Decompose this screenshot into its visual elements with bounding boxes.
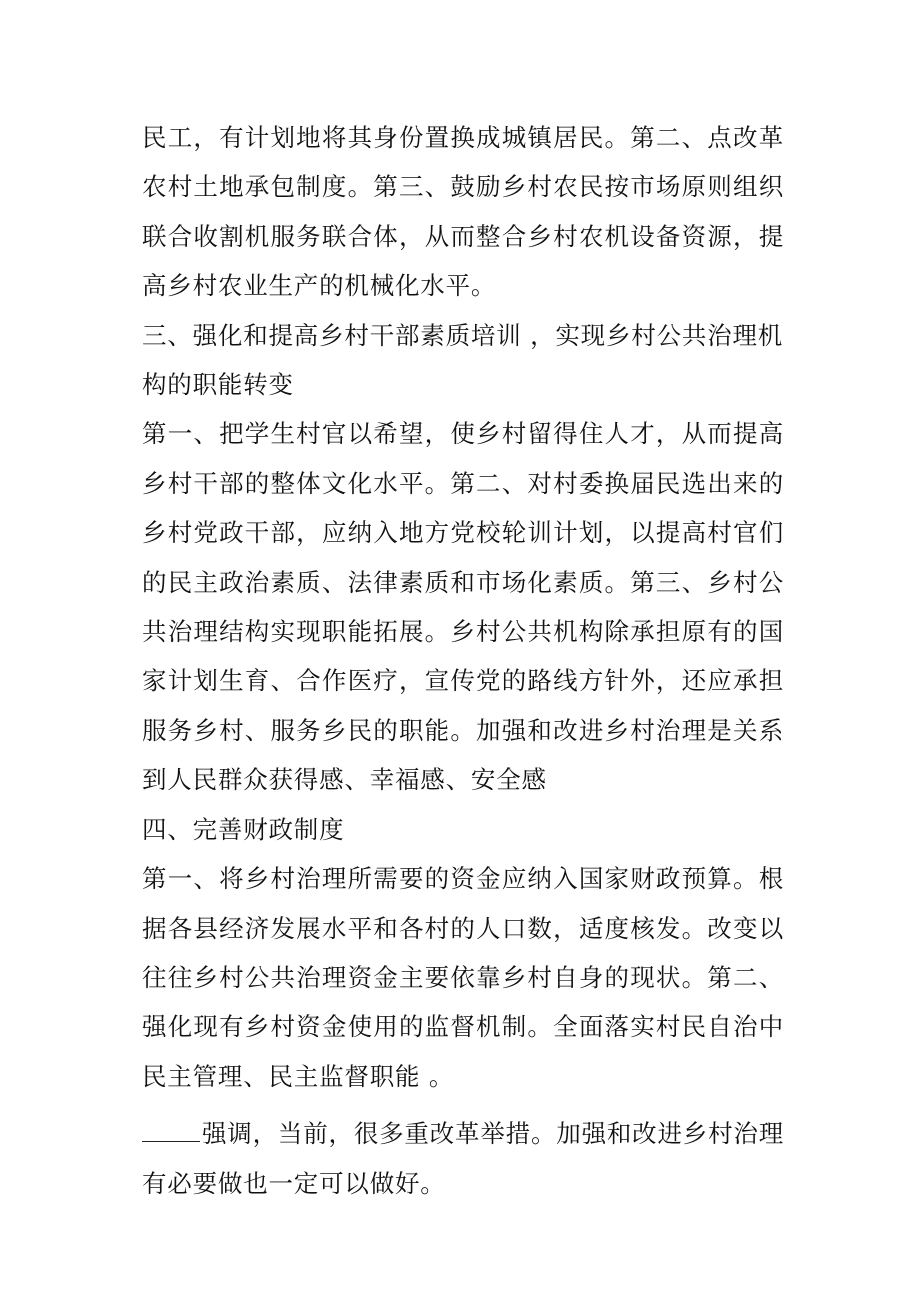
document-body [142,113,784,1208]
closing-text: 强调，当前，很多重改革举措。加强和改进乡村治理有必要做也一定可以做好。 [142,1119,784,1198]
closing-paragraph [142,1109,784,1208]
paragraph-1: 民工，有计划地将其身份置换成城镇居民。第二、点改革农村土地承包制度。第三、鼓励乡村农民按市场原则组织联合收割机服务联合体，从而整合乡村农机设备资源，提高乡村农业生产的机械化水平。 [142,123,784,301]
paragraph-3: 第一、将乡村治理所需要的资金应纳入国家财政预算。根据各县经济发展水平和各村的人口数，适度核发。改变以往往乡村公共治理资金主要依靠乡村自身的现状。第二、强化现有乡村资金使用的监督机制。全面落实村民自治中民主管理、民主监督职能 。 [142,864,784,1091]
fill-in-blank [142,1115,200,1142]
paragraph-2: 第一、把学生村官以希望，使乡村留得住人才，从而提高乡村干部的整体文化水平。第二、对村委换届民选出来的乡村党政干部，应纳入地方党校轮训计划，以提高村官们的民主政治素质、法律素质和市场化素质。第三、乡村公共治理结构实现职能拓展。乡村公共机构除承担原有的国家计划生育、合作医疗，宣传党的路线方针外，还应承担服务乡村、服务乡民的职能。加强和改进乡村治理是关系到人民群众获得感、幸福感、安全感 [142,419,784,795]
section-heading-4: 四、完善财政制度 [142,814,345,844]
section-heading-3: 三、强化和提高乡村干部素质培训 ，实现乡村公共治理机构的职能转变 [142,320,784,400]
